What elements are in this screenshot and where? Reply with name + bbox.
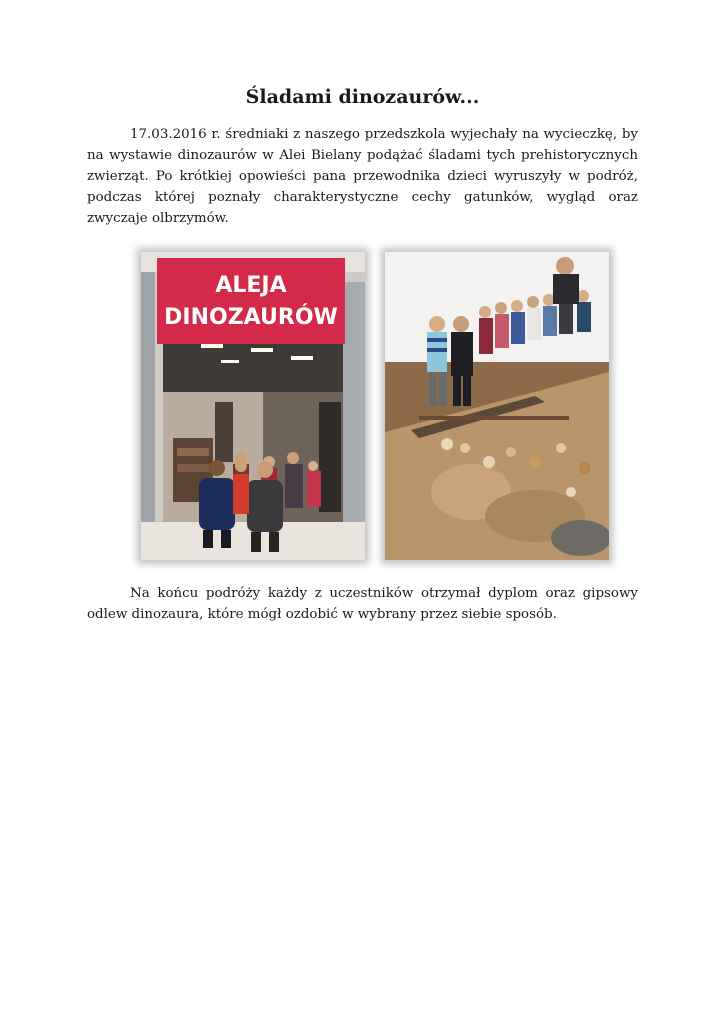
closing-paragraph: Na końcu podróży każdy z uczestników otrzymał dyplom oraz gipsowy odlew dinozaura, które mógł ozdobić w wybrany przez siebie sposób. (87, 586, 638, 622)
photo-dinosaur-exhibition (385, 252, 609, 560)
photo-dinosaur-alley-entrance (141, 252, 365, 560)
entrance-photo-illustration (141, 252, 365, 560)
sign-line-1: ALEJA (215, 273, 287, 298)
intro-paragraph: 17.03.2016 r. średniaki z naszego przedszkola wyjechały na wycieczkę, by na wystawie dinozaurów w Alei Bielany podążać śladami tych prehistorycznych zwierząt. Po krótkiej opowieści pana przewodnika dzieci wyruszyły w podróż, podczas której poznały charakterystyczne cechy gatunków, wygląd oraz zwyczaje olbrzymów. (87, 127, 638, 226)
page-title: Śladami dinozaurów... (245, 86, 480, 108)
sign-line-2: DINOZAURÓW (164, 305, 338, 330)
exhibition-photo-illustration (385, 252, 609, 560)
sign-banner (157, 258, 345, 344)
